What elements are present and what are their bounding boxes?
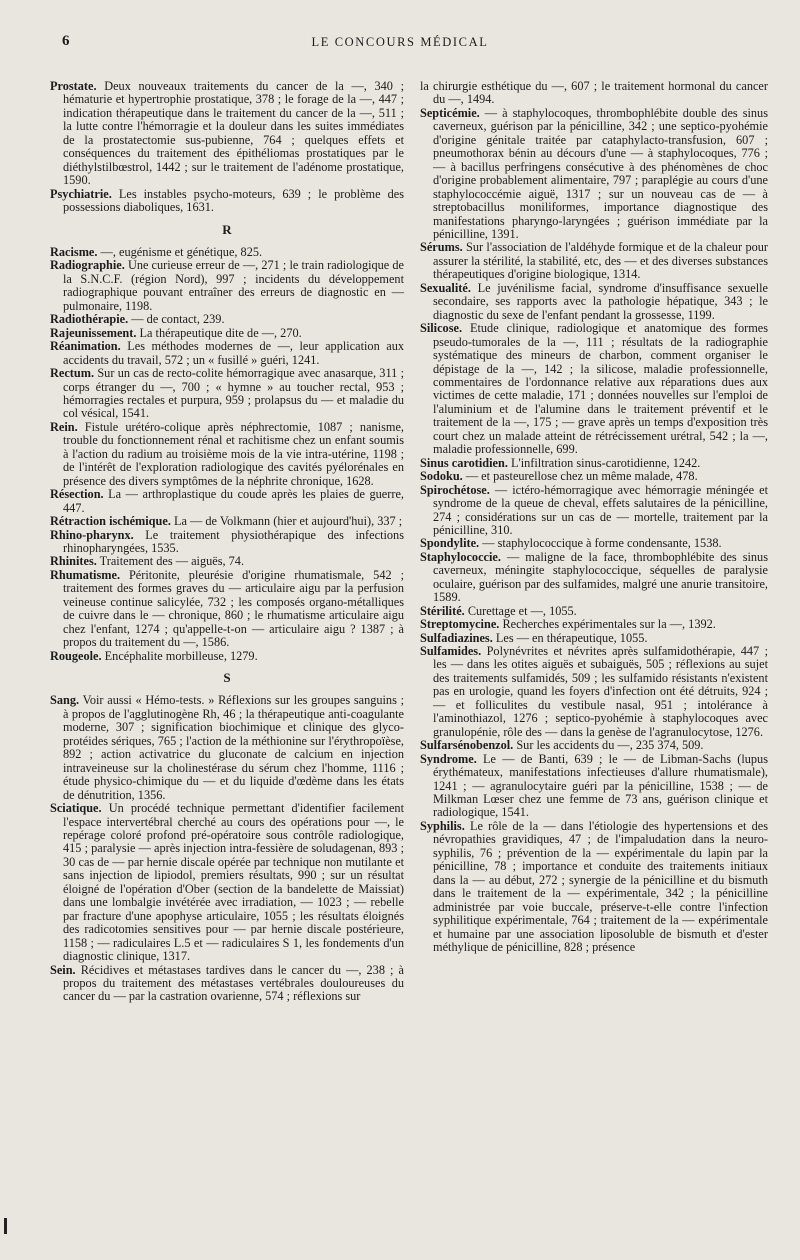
index-text: Traitement des — aiguës, 74.	[99, 554, 245, 569]
index-text: Péritonite, pleurésie d'origine rhumatismale, 542 ; traitement des formes graves du — articulaire aigu par la perfusion veineuse continue salicylée, 732 ; les composés organo-métalliques de cuivre dans le — chronique, 860 ; le rhumatisme articulaire aigu chez l'enfant, 1274 ; qu'appelle-t-on — articulaire aigu ? 1387 ; à propos du traitement du —, 1586.	[63, 567, 404, 650]
index-term: Radiographie.	[50, 258, 125, 273]
index-entry	[50, 188, 404, 215]
index-entry	[420, 322, 768, 457]
index-text: La — de Volkmann (hier et aujourd'hui), 337 ;	[173, 514, 403, 529]
index-entry	[420, 820, 768, 955]
index-term: Rétraction ischémique.	[50, 514, 171, 529]
index-entry	[50, 650, 404, 663]
index-text: — ictéro-hémorragique avec hémorragie méningée et syndrome de la queue de cheval, effets salutaires de la pénicilline, 274 ; considérations sur un cas de — mortelle, traitement par la pénicilline, 310.	[433, 482, 768, 537]
index-text: — et pasteurellose chez un même malade, 478.	[465, 469, 698, 484]
index-text: Sur un cas de recto-colite hémorragique avec anasarque, 311 ; corps étranger du —, 700 ; « hymne » au toucher rectal, 953 ; hémorragies rectales et purpura, 959 ; prolapsus du — et maladie du col vésical, 1541.	[63, 366, 404, 421]
index-term: Sulfamides.	[420, 644, 482, 659]
right-column	[420, 80, 768, 954]
index-text: Curettage et —, 1055.	[467, 603, 577, 618]
index-text: Récidives et métastases tardives dans le cancer du —, 238 ; à propos du traitement des métastases vertébrales douloureuses du cancer du — par la castration ovarienne, 574 ; réflexions sur	[63, 962, 405, 1004]
index-entry	[420, 470, 768, 483]
index-text: L'infiltration sinus-carotidienne, 1242.	[511, 455, 701, 470]
index-entry	[420, 241, 768, 281]
index-term: Rhumatisme.	[50, 567, 121, 582]
index-entry	[50, 488, 404, 515]
index-text: Un procédé technique permettant d'identifier facilement l'espace intervertébral cherché au cours des opérations pour —, le repérage coloré profond pré-opératoire sous contrôle radiologique, 415 ; paralysie — après injection intra-fessière de soludagenan, 893 ; 30 cas de — par hernie discale opérée par technique non mutilante et sans injection de lipiodol, premiers résultats, 990 ; sur un résultat éloigné de l'opération d'Ober (section de la bandelette de Maissiat) dans une lombalgie invétérée avec irradiation, — 1023 ; — rebelle par fracture d'une apophyse articulaire, 1055 ; les résultats éloignés des radicotomies sensitives pour — par hernie discale postérieure, 1158 ; — radiculaires L.5 et — radiculaires S 1, les fondements d'un diagnostic clinique, 1317.	[63, 801, 404, 964]
index-entry	[50, 569, 404, 650]
index-term: Sinus carotidien.	[420, 455, 508, 470]
index-term: Spirochétose.	[420, 482, 490, 497]
index-entry	[50, 529, 404, 556]
index-term: Rajeunissement.	[50, 325, 137, 340]
index-term: Syphilis.	[420, 818, 465, 833]
index-term: Sciatique.	[50, 801, 102, 816]
page-number: 6	[62, 33, 70, 49]
index-entry	[50, 246, 404, 259]
index-term: Spondylite.	[420, 536, 480, 551]
index-text: Le rôle de la — dans l'étiologie des hypertensions et des névropathies gravidiques, 47 ; de l'impaludation dans la neuro-syphilis, 76 ; prévention de la — expérimentale du lapin par la pénicilline, 78 ; importance et conduite des traitements initiaux dans la — au début, 272 ; synergie de la pénicilline et du bismuth dans le traitement de la — expérimentale, 342 ; la pénicilline administrée par voie buccale, préserve-t-elle contre l'infection syphilitique expérimentale, 764 ; traitement de la — expérimentale et humaine par une association liposoluble de bismuth et d'ester méthylique de pénicilline, 828 ; présence	[433, 818, 768, 954]
index-entry	[50, 327, 404, 340]
index-entry	[420, 632, 768, 645]
index-term: Syndrome.	[420, 751, 477, 766]
index-text: Recherches expérimentales sur la —, 1392.	[502, 617, 716, 632]
index-entry	[50, 802, 404, 963]
index-text: —, eugénisme et génétique, 825.	[100, 244, 263, 259]
index-term: Sérums.	[420, 240, 463, 255]
index-term: Résection.	[50, 487, 104, 502]
index-term: Sang.	[50, 693, 80, 708]
index-entry	[420, 537, 768, 550]
index-term: Réanimation.	[50, 339, 121, 354]
index-text: Sur les accidents du —, 235 374, 509.	[516, 738, 704, 753]
index-text: Le — de Banti, 639 ; le — de Libman-Sachs (lupus érythémateux, manifestations infectieuses d'allure rhumatismale), 1241 ; — agranulocytaire guéri par la pénicilline, 1538 ; — de Milkman Lœser chez une femme de 73 ans, guérison clinique et radiologique, 1541.	[433, 751, 768, 820]
index-text: — maligne de la face, thrombophlébite des sinus caverneux, méningite staphylococcique, séquelles de paralysie oculaire, guérison par des sulfamides, malgré une anurie transitoire, 1589.	[433, 549, 768, 605]
running-title: LE CONCOURS MÉDICAL	[311, 35, 489, 49]
index-entry	[420, 739, 768, 752]
index-text: Une curieuse erreur de —, 271 ; le train radiologique de la S.N.C.F. (région Nord), 997 ; incidents du développement radiographique pouvant entraîner des erreurs de diagnostic en — pulmonaire, 1198.	[63, 258, 404, 313]
index-term: Stérilité.	[420, 603, 465, 618]
index-term: Sexualité.	[420, 280, 471, 295]
index-term: Septicémie.	[420, 105, 480, 120]
index-entry	[50, 515, 404, 528]
index-term: Prostate.	[50, 79, 97, 93]
index-text: la chirurgie esthétique du —, 607 ; le traitement hormonal du cancer du —, 1494.	[420, 79, 768, 107]
index-term: Racisme.	[50, 244, 98, 259]
index-text: Les instables psycho-moteurs, 639 ; le problème des possessions diaboliques, 1631.	[63, 186, 404, 215]
index-entry	[420, 484, 768, 538]
left-column	[50, 80, 404, 1004]
index-text: Etude clinique, radiologique et anatomique des formes pseudo-tumorales de la —, 111 ; résultats de la radiographie systématique des mineurs de charbon, comment organiser le dépistage de la —, 142 ; la silicose, maladie professionnelle, commentaires de l'ordonnance relative aux réparations dues aux victimes de cette maladie, 171 ; données nouvelles sur l'emploi de l'aluminium et de l'alumine dans le traitement préventif et le traitement de la —, 175 ; — grave après un temps d'exposition très court chez un malade atteint de rétrécissement urétral, 542 ; la —, maladie professionnelle, 699.	[433, 321, 769, 457]
index-entry	[420, 605, 768, 618]
index-text: — de contact, 239.	[131, 312, 225, 327]
index-entry	[50, 555, 404, 568]
index-text: Fistule urétéro-colique après néphrectomie, 1087 ; nanisme, trouble du fonctionnement rénal et rachitisme chez un enfant soumis à l'action du radium au troisième mois de la vie intra-utérine, 1198 ; de l'intérêt de l'exploration radiologique des cavités pyélorénales en présence des divers symptômes de la néphrite chronique, 1628.	[63, 419, 404, 488]
index-term: Radiothérapie.	[50, 312, 129, 327]
index-entry	[50, 259, 404, 313]
index-entry	[420, 645, 768, 739]
index-term: Rhino-pharynx.	[50, 527, 134, 542]
index-entry	[50, 964, 404, 1004]
index-text: Les — en thérapeutique, 1055.	[495, 630, 648, 645]
index-term: Sulfadiazines.	[420, 630, 493, 645]
index-term: Rectum.	[50, 366, 95, 381]
index-term: Sodoku.	[420, 469, 463, 484]
index-text: — staphylococcique à forme condensante, 1538.	[482, 536, 722, 551]
index-term: Sein.	[50, 962, 76, 977]
index-entry	[50, 80, 404, 188]
section-letter: S	[223, 670, 231, 686]
index-text: Encéphalite morbilleuse, 1279.	[104, 648, 258, 663]
section-letter: R	[222, 221, 232, 237]
index-text: Polynévrites et névrites après sulfamidothérapie, 447 ; les — dans les otites aiguës et subaiguës, 505 ; réflexions au sujet des traitements sulfamidés, 509 ; les sulfamido résistants n'existent pas en urologie, quand les foyers d'infection ont été détruits, 924 ; — et folliculites du vestibule nasal, 951 ; intolérance à l'aminothiazol, 1276 ; septico-pyohémie à staphylocoques avec granulopénie, rôle des — dans la genèse de l'agranulocytose, 1276.	[433, 644, 768, 739]
index-text: La — arthroplastique du coude après les plaies de guerre, 447.	[63, 487, 404, 515]
index-entry	[420, 107, 768, 242]
index-text: Le traitement physiothérapique des infections rhinopharyngées, 1535.	[63, 527, 404, 555]
index-term: Silicose.	[420, 321, 463, 336]
index-entry	[420, 618, 768, 631]
index-text: Voir aussi « Hémo-tests. » Réflexions sur les groupes sanguins ; à propos de l'agglutinogène Rh, 46 ; la thérapeutique anti-coagulante moderne, 307 ; signification biochimique et clinique des glyco-protéides sériques, 765 ; l'action de la méthionine sur l'érythropoïèse, 892 ; action activatrice du gluconate de calcium en injection intraveineuse sur la cholinestérase du sérum chez l'homme, 1116 ; étude physico-chimique du — et du liquide d'œdème dans les états de dénutrition, 1356.	[63, 693, 404, 802]
index-text: — à staphylocoques, thrombophlébite double des sinus caverneux, guérison par la pénicilline, 342 ; une septico-pyohémie d'origine génitale traitée par cataphylacto-transfusion, 607 ; pneumothorax bénin au décours d'une — à staphylocoques, 776 ; — à bacillus perfringens consécutive à des phénomènes de choc d'origine probablement alimentaire, 797 ; paraplégie au cours d'une staphylococcémie aiguë, 1317 ; sur un nouveau cas de — à streptobacillus moniliformes, importance diagnostique des manifestations pharyngo-laryngées ; guérison immédiate par la pénicilline, 1391.	[433, 105, 768, 241]
index-term: Rein.	[50, 419, 78, 434]
index-term: Streptomycine.	[420, 617, 500, 632]
index-term: Psychiatrie.	[50, 186, 112, 201]
index-text: La thérapeutique dite de —, 270.	[139, 325, 302, 340]
index-entry	[420, 80, 768, 107]
index-entry	[50, 367, 404, 421]
index-term: Rhinites.	[50, 554, 97, 569]
index-entry	[50, 694, 404, 802]
index-entry	[420, 457, 768, 470]
index-entry	[50, 313, 404, 326]
index-text: Le juvénilisme facial, syndrome d'insuffisance sexuelle secondaire, ses rapports avec la pathologie hépatique, 343 ; le diagnostic du sexe de l'enfant pendant la grossesse, 1199.	[433, 280, 768, 322]
index-entry	[420, 753, 768, 820]
page-header	[0, 33, 800, 55]
index-term: Staphylococcie.	[420, 549, 501, 564]
index-entry	[420, 551, 768, 605]
index-text: Deux nouveaux traitements du cancer de la —, 340 ; hématurie et hypertrophie prostatique, 378 ; le forage de la —, 447 ; indication thérapeutique dans le traitement du cancer de la —, 511 ; la lutte contre l'hémorragie et la douleur dans les suites immédiates de la prostatectomie sus-pubienne, 764 ; quelques effets et conséquences du traitement des épithéliomas prostatiques par le diéthylstilbœstrol, 1442 ; sur le traitement de l'adénome prostatique, 1590.	[63, 79, 404, 188]
index-entry	[420, 282, 768, 322]
margin-mark	[4, 1218, 7, 1234]
index-text: Les méthodes modernes de —, leur application aux accidents du travail, 572 ; un « fusillé » guéri, 1241.	[63, 339, 404, 367]
index-text: Sur l'association de l'aldéhyde formique et de la chaleur pour assurer la stérilité, la stabilité, etc, des — et des diverses substances thérapeutiques d'origine biologique, 1314.	[433, 240, 769, 282]
index-term: Rougeole.	[50, 648, 102, 663]
index-entry	[50, 421, 404, 488]
index-term: Sulfarsénobenzol.	[420, 738, 514, 753]
index-entry	[50, 340, 404, 367]
